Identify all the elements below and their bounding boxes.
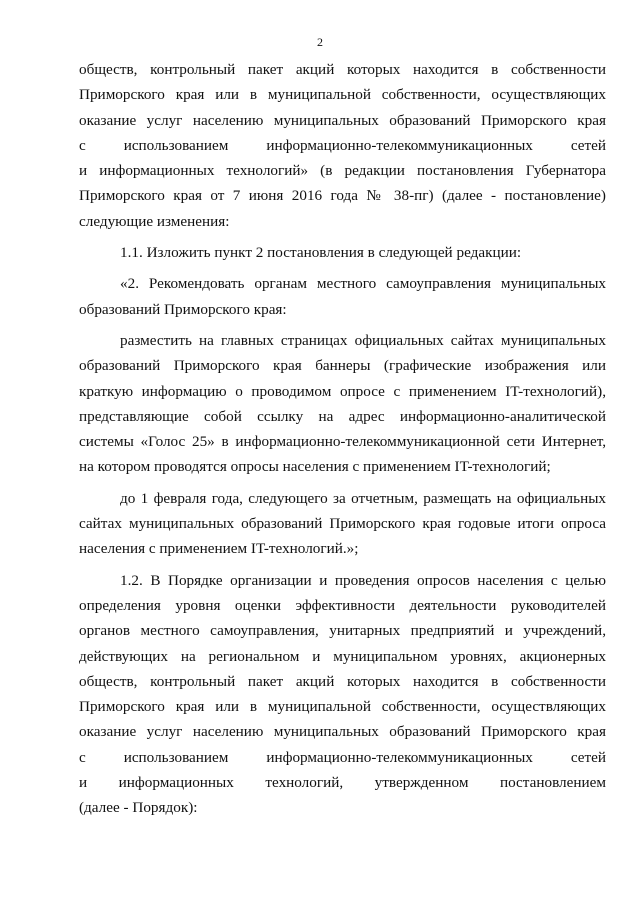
text-line: на котором проводятся опросы населения с применением IT-технологий; <box>79 458 551 476</box>
word: информационно-телекоммуникационных <box>266 748 533 766</box>
word: сетей <box>570 748 606 766</box>
text-line: представляющие собой ссылку на адрес информационно-аналитической <box>79 407 606 425</box>
text-line: (далее - Порядок): <box>79 799 198 817</box>
text-line: определения уровня оценки эффективности деятельности руководителей <box>79 596 606 614</box>
text-line: населения с применением IT-технологий.»; <box>79 540 359 558</box>
paragraph <box>79 568 606 821</box>
word: информационных <box>118 774 234 792</box>
text-line: образований Приморского края баннеры (графические изображения или <box>79 357 606 375</box>
word: использованием <box>123 136 229 154</box>
paragraph <box>79 240 606 265</box>
paragraph <box>79 328 606 480</box>
text-line: обществ, контрольный пакет акций которых находится в собственности <box>79 672 606 690</box>
text-line: «2. Рекомендовать органам местного самоуправления муниципальных <box>120 275 606 293</box>
text-line: краткую информацию о проводимом опросе с применением IT-технологий), <box>79 382 606 400</box>
text-line: 1.2. В Порядке организации и проведения опросов населения с целью <box>120 571 606 589</box>
word: и <box>79 774 88 792</box>
text-line: обществ, контрольный пакет акций которых находится в собственности <box>79 61 606 78</box>
text-line: следующие изменения: <box>79 212 230 230</box>
text-line: действующих на региональном и муниципальном уровнях, акционерных <box>79 647 606 665</box>
word: информационно-телекоммуникационных <box>266 136 533 154</box>
text-line: Приморского края или в муниципальной собственности, осуществляющих <box>79 698 606 716</box>
text-line: оказание услуг населению муниципальных образований Приморского края <box>79 111 606 129</box>
text-line: до 1 февраля года, следующего за отчетным, размещать на официальных <box>120 489 606 507</box>
document-body <box>79 57 606 821</box>
paragraph <box>79 486 606 562</box>
text-line: органов местного самоуправления, унитарных предприятий и учреждений, <box>79 622 606 640</box>
word: утвержденном <box>374 774 469 792</box>
word: постановлением <box>499 774 606 792</box>
text-line: Приморского края или в муниципальной собственности, осуществляющих <box>79 86 606 104</box>
text-line: оказание услуг населению муниципальных образований Приморского края <box>79 723 606 741</box>
text-line <box>79 133 606 158</box>
text-line: 1.1. Изложить пункт 2 постановления в следующей редакции: <box>120 244 522 262</box>
page-number: 2 <box>317 35 323 49</box>
word: с <box>79 748 86 766</box>
text-line: образований Приморского края: <box>79 300 287 318</box>
text-line <box>79 745 606 770</box>
paragraph <box>79 271 606 322</box>
text-line <box>79 770 606 795</box>
text-line: сайтах муниципальных образований Приморского края годовые итоги опроса <box>79 515 606 533</box>
text-line: и информационных технологий» (в редакции постановления Губернатора <box>79 162 606 180</box>
paragraph <box>79 57 606 234</box>
word: технологий, <box>265 774 344 792</box>
text-line: разместить на главных страницах официальных сайтах муниципальных <box>120 331 606 349</box>
word: использованием <box>123 748 229 766</box>
word: с <box>79 136 86 154</box>
text-line: системы «Голос 25» в информационно-телекоммуникационной сети Интернет, <box>79 433 606 451</box>
word: сетей <box>570 136 606 154</box>
text-line: Приморского края от 7 июня 2016 года № 38-пг) (далее - постановление) <box>79 187 606 205</box>
